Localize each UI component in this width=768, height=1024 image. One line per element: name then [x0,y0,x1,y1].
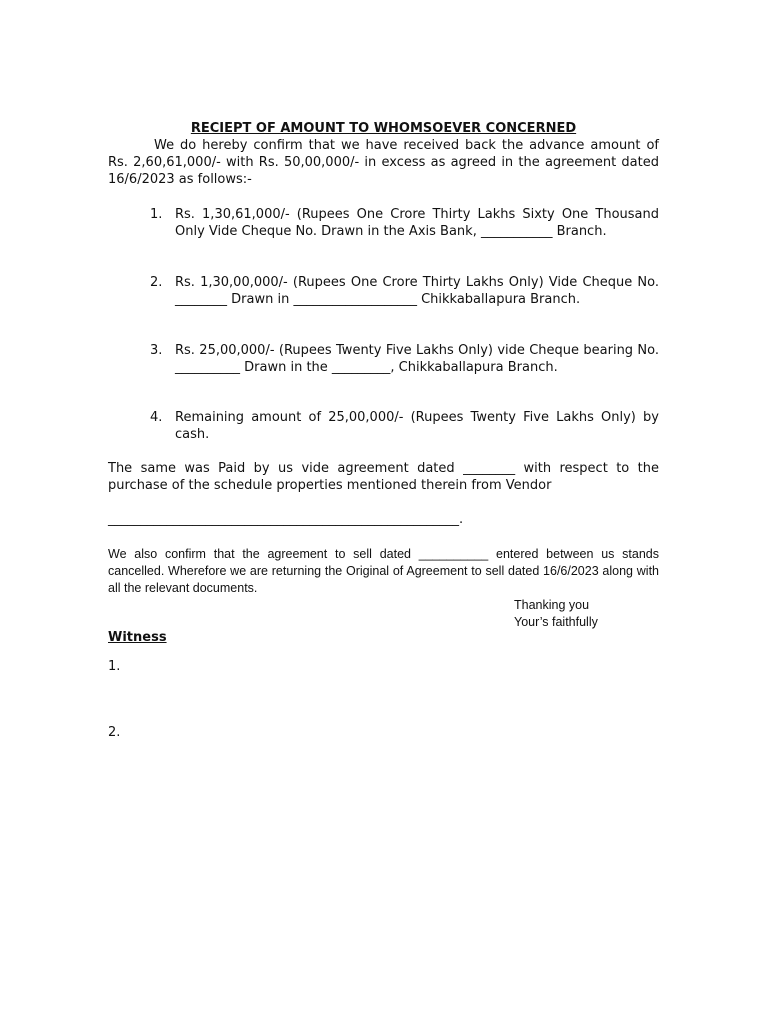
list-item-number: 2. [150,275,163,290]
witness-heading: Witness [108,630,167,645]
payment-list-item-1 [150,206,659,240]
payment-list-item-3 [150,342,659,376]
list-item-number: 3. [150,343,163,358]
closing-block [514,597,598,631]
payment-list-item-2 [150,274,659,308]
witness-1-label: 1. [108,659,121,674]
same-paid-paragraph: The same was Paid by us vide agreement dated ________ with respect to the purchase of the schedule properties mentioned therein from Vendor [108,461,659,493]
closing-thanks: Thanking you [514,598,590,612]
list-item-number: 4. [150,410,163,425]
confirm-paragraph: We also confirm that the agreement to sell dated __________ entered between us stands cancelled. Wherefore we are returning the Original of Agreement to sell dated 16/6/2023 along with all the relevant documents. [108,547,659,595]
list-item-text: Rs. 25,00,000/- (Rupees Twenty Five Lakhs Only) vide Cheque bearing No. __________ Drawn in the _________, Chikkaballapura Branch. [175,343,659,375]
list-item-text: Rs. 1,30,00,000/- (Rupees One Crore Thirty Lakhs Only) Vide Cheque No. ________ Drawn in ___________________ Chikkaballapura Branch. [175,275,659,307]
document-title: RECIEPT OF AMOUNT TO WHOMSOEVER CONCERNED [190,121,577,136]
list-item-number: 1. [150,207,163,222]
vendor-blank-line: ______________________________________________________. [108,512,464,527]
payment-list-item-4 [150,409,659,443]
list-item-text: Remaining amount of 25,00,000/- (Rupees Twenty Five Lakhs Only) by cash. [175,410,659,442]
list-item-text: Rs. 1,30,61,000/- (Rupees One Crore Thirty Lakhs Sixty One Thousand Only Vide Cheque No. Drawn in the Axis Bank, ___________ Branch. [175,207,659,239]
closing-signoff: Your’s faithfully [514,615,598,629]
witness-2-label: 2. [108,725,121,740]
intro-paragraph: We do hereby confirm that we have received back the advance amount of Rs. 2,60,61,000/- with Rs. 50,00,000/- in excess as agreed in the agreement dated 16/6/2023 as follows:- [108,138,659,187]
